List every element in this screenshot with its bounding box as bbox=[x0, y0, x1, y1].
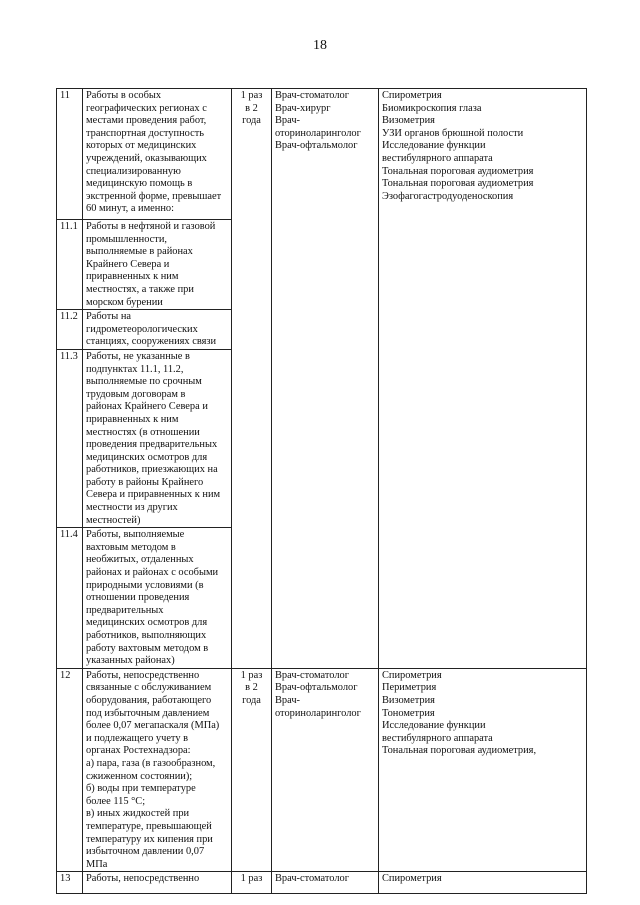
text-line: приравненных к ним bbox=[86, 413, 179, 425]
text-line: Эзофагогастродуоденоскопия bbox=[382, 190, 514, 202]
row-number: 12 bbox=[57, 668, 83, 872]
text-line: Врач-хирург bbox=[275, 102, 331, 114]
text-line: работников, выполняющих bbox=[86, 630, 207, 641]
text-line: Врач-стоматолог bbox=[275, 873, 349, 885]
work-description bbox=[83, 220, 232, 310]
text-line: Врач- bbox=[275, 694, 301, 706]
text-line: географических регионах с bbox=[86, 102, 207, 114]
text-line: в) иных жидкостей при bbox=[86, 808, 190, 820]
text-line: б) воды при температуре bbox=[86, 783, 196, 795]
text-line: Работы, выполняемые bbox=[86, 529, 185, 541]
text-line: Крайнего Севера и bbox=[86, 258, 170, 270]
text-line: Врач- bbox=[275, 115, 301, 127]
row-number: 11.2 bbox=[57, 310, 83, 350]
text-line: МПа bbox=[86, 858, 108, 870]
text-line: УЗИ органов брюшной полости bbox=[382, 127, 524, 139]
row-number: 11.4 bbox=[57, 528, 83, 669]
text-line: Периметрия bbox=[382, 682, 437, 694]
text-line: промышленности, bbox=[86, 233, 167, 245]
text-line: вестибулярного аппарата bbox=[382, 732, 493, 744]
table-row-12 bbox=[57, 668, 587, 872]
text-line: морском бурении bbox=[86, 296, 163, 308]
text-line: Спирометрия bbox=[382, 873, 442, 885]
text-line: Тональная пороговая аудиометрия bbox=[382, 165, 534, 177]
frequency bbox=[232, 668, 272, 872]
text-line: работу в районы Крайнего bbox=[86, 476, 204, 488]
text-line: Тональная пороговая аудиометрия bbox=[382, 178, 534, 190]
text-line: Биомикроскопия глаза bbox=[382, 102, 482, 114]
text-line: Исследование функции bbox=[382, 140, 486, 152]
text-line: вахтовым методом в bbox=[86, 541, 176, 553]
text-line: Спирометрия bbox=[382, 90, 442, 101]
text-line: Визометрия bbox=[382, 115, 435, 127]
text-line: медицинских осмотров для bbox=[86, 451, 208, 463]
text-line: Врач-стоматолог bbox=[275, 90, 349, 101]
text-line: районах и районах с особыми bbox=[86, 567, 219, 579]
text-line: местностей) bbox=[86, 514, 141, 526]
doctors-list bbox=[272, 89, 379, 669]
text-line: природными условиями (в bbox=[86, 579, 204, 591]
exams-list bbox=[379, 668, 587, 872]
text-line: Спирометрия bbox=[382, 669, 442, 681]
text-line: работу вахтовым методом в bbox=[86, 642, 209, 654]
text-line: под избыточным давлением bbox=[86, 707, 210, 719]
text-line: 1 раз bbox=[240, 873, 263, 885]
text-line: Работы в нефтяной и газовой bbox=[86, 221, 216, 232]
text-line: в 2 bbox=[245, 682, 258, 694]
text-line: более 0,07 мегапаскаля (МПа) bbox=[86, 720, 220, 732]
text-line: оториноларинголог bbox=[275, 127, 361, 139]
row-number: 11.1 bbox=[57, 220, 83, 310]
exams-list bbox=[379, 89, 587, 669]
text-line: температуру их кипения при bbox=[86, 833, 213, 845]
table-row-13 bbox=[57, 872, 587, 894]
text-line: Работы на bbox=[86, 311, 132, 323]
text-line: Врач-стоматолог bbox=[275, 669, 349, 681]
text-line: местами проведения работ, bbox=[86, 115, 207, 127]
work-description bbox=[83, 310, 232, 350]
text-line: и подлежащего учету в bbox=[86, 732, 189, 744]
text-line: в 2 bbox=[245, 102, 258, 114]
text-line: оториноларинголог bbox=[275, 707, 361, 719]
text-line: медицинских осмотров для bbox=[86, 617, 208, 629]
text-line: местностях (в отношении bbox=[86, 426, 200, 438]
text-line: отношении проведения bbox=[86, 592, 190, 604]
text-line: 60 минут, а именно: bbox=[86, 203, 174, 215]
text-line: а) пара, газа (в газообразном, bbox=[86, 757, 216, 769]
text-line: экстренной форме, превышает bbox=[86, 190, 222, 202]
text-line: необжитых, отдаленных bbox=[86, 554, 194, 566]
text-line: подпунктах 11.1, 11.2, bbox=[86, 363, 184, 375]
text-line: Работы в особых bbox=[86, 90, 162, 101]
text-line: гидрометеорологических bbox=[86, 323, 198, 335]
text-line: Тонометрия bbox=[382, 707, 435, 719]
text-line: проведения предварительных bbox=[86, 439, 218, 451]
table-row-11 bbox=[57, 89, 587, 220]
medical-exam-table bbox=[56, 88, 587, 894]
text-line: медицинскую помощь в bbox=[86, 178, 193, 190]
text-line: Работы, непосредственно bbox=[86, 669, 200, 681]
frequency bbox=[232, 872, 272, 894]
text-line: специализированную bbox=[86, 165, 181, 177]
text-line: 1 раз bbox=[240, 90, 263, 101]
work-description bbox=[83, 528, 232, 669]
work-description bbox=[83, 668, 232, 872]
work-description bbox=[83, 89, 232, 220]
text-line: вестибулярного аппарата bbox=[382, 152, 493, 164]
text-line: избыточном давлении 0,07 bbox=[86, 846, 205, 858]
text-line: которых от медицинских bbox=[86, 140, 197, 152]
text-line: работников, приезжающих на bbox=[86, 464, 218, 476]
text-line: выполняемые по срочным bbox=[86, 376, 202, 388]
text-line: местности из других bbox=[86, 502, 178, 514]
text-line: Врач-офтальмолог bbox=[275, 140, 358, 152]
text-line: станциях, сооружениях связи bbox=[86, 336, 217, 348]
exams-list bbox=[379, 872, 587, 894]
text-line: Врач-офтальмолог bbox=[275, 682, 358, 694]
text-line: трудовым договорам в bbox=[86, 388, 186, 400]
text-line: более 115 °С; bbox=[86, 795, 146, 807]
text-line: выполняемые в районах bbox=[86, 246, 193, 258]
frequency bbox=[232, 89, 272, 669]
text-line: Работы, непосредственно bbox=[86, 873, 200, 885]
text-line: местностях, а также при bbox=[86, 283, 194, 295]
text-line: районах Крайнего Севера и bbox=[86, 401, 208, 413]
doctors-list bbox=[272, 668, 379, 872]
row-number: 11 bbox=[57, 89, 83, 220]
doctors-list bbox=[272, 872, 379, 894]
text-line: Исследование функции bbox=[382, 720, 486, 732]
text-line: предварительных bbox=[86, 604, 164, 616]
text-line: органах Ростехнадзора: bbox=[86, 745, 191, 757]
text-line: транспортная доступность bbox=[86, 127, 204, 139]
text-line: Севера и приравненных к ним bbox=[86, 489, 221, 501]
text-line: приравненных к ним bbox=[86, 271, 179, 283]
row-number: 11.3 bbox=[57, 349, 83, 527]
text-line: Работы, не указанные в bbox=[86, 350, 190, 362]
text-line: сжиженном состоянии); bbox=[86, 770, 193, 782]
text-line: температуре, превышающей bbox=[86, 820, 212, 832]
row-number: 13 bbox=[57, 872, 83, 894]
text-line: Тональная пороговая аудиометрия, bbox=[382, 745, 537, 757]
text-line: года bbox=[242, 115, 261, 127]
work-description bbox=[83, 349, 232, 527]
page-number: 18 bbox=[313, 38, 327, 53]
text-line: указанных районах) bbox=[86, 655, 175, 667]
text-line: учреждений, оказывающих bbox=[86, 152, 207, 164]
work-description bbox=[83, 872, 232, 894]
text-line: оборудования, работающего bbox=[86, 694, 212, 706]
text-line: Визометрия bbox=[382, 694, 435, 706]
text-line: связанные с обслуживанием bbox=[86, 682, 212, 694]
text-line: 1 раз bbox=[240, 669, 263, 681]
text-line: года bbox=[242, 694, 261, 706]
